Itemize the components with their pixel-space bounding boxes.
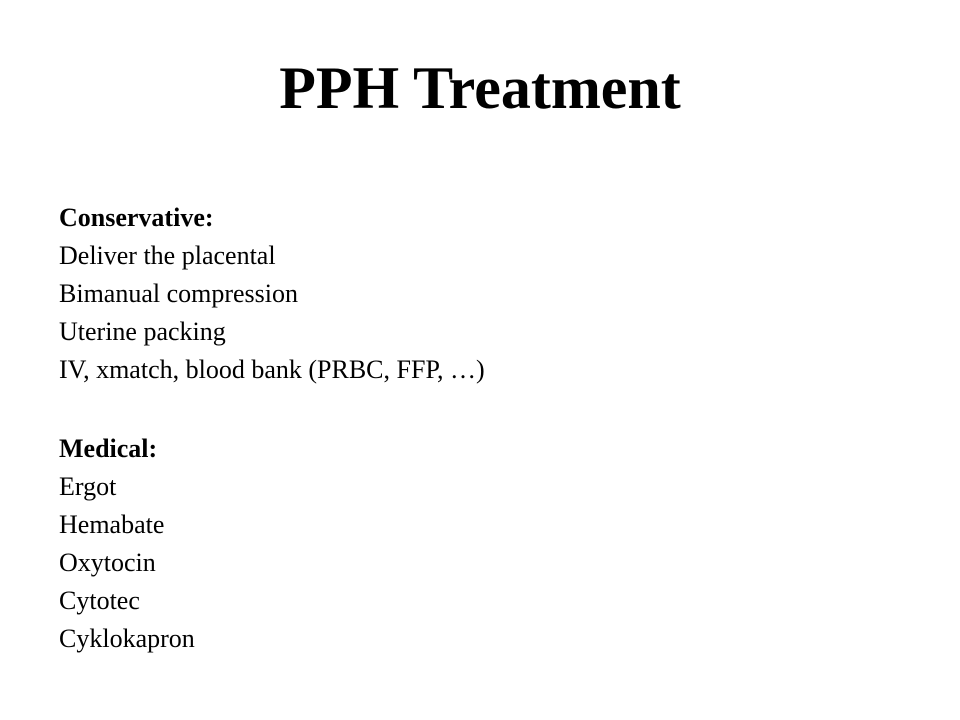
- conservative-list: [59, 237, 485, 389]
- list-item: Cytotec: [59, 586, 140, 615]
- list-item: IV, xmatch, blood bank (PRBC, FFP, …): [59, 355, 485, 384]
- conservative-heading: Conservative:: [59, 203, 214, 232]
- list-item: Bimanual compression: [59, 279, 299, 308]
- medical-heading: Medical:: [59, 434, 158, 463]
- list-item: Deliver the placental: [59, 241, 276, 270]
- medical-section: [59, 430, 195, 658]
- list-item: Cyklokapron: [59, 624, 195, 653]
- list-item: Oxytocin: [59, 548, 156, 577]
- slide-title: PPH Treatment: [279, 55, 681, 121]
- list-item: Ergot: [59, 472, 117, 501]
- conservative-section: [59, 199, 485, 389]
- list-item: Hemabate: [59, 510, 165, 539]
- list-item: Uterine packing: [59, 317, 226, 346]
- medical-list: [59, 468, 195, 658]
